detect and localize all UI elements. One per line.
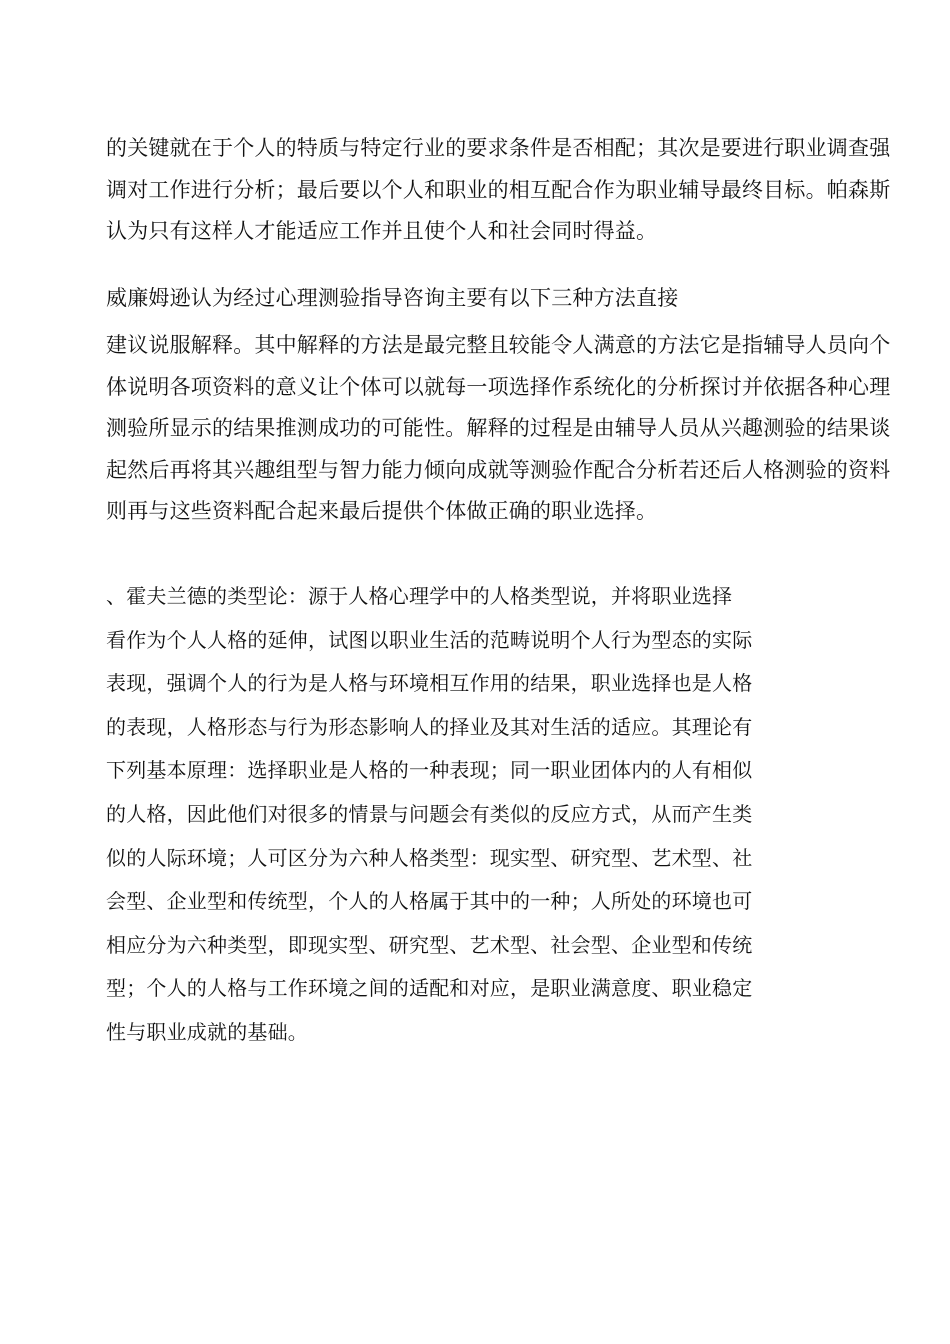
text-line: 则再与这些资料配合起来最后提供个体做正确的职业选择。 <box>106 499 658 523</box>
text-line: 起然后再将其兴趣组型与智力能力倾向成就等测验作配合分析若还后人格测验的资料 <box>106 457 891 482</box>
paragraph-williamson-methods <box>106 325 890 533</box>
text-line: 型；个人的人格与工作环境之间的适配和对应，是职业满意度、职业稳定 <box>106 976 753 1001</box>
text-line: 表现，强调个人的行为是人格与环境相互作用的结果，职业选择也是人格 <box>106 671 753 696</box>
text-line: 认为只有这样人才能适应工作并且使个人和社会同时得益。 <box>106 219 658 243</box>
paragraph-holland-theory <box>106 575 752 1055</box>
text-line: 会型、企业型和传统型，个人的人格属于其中的一种；人所处的环境也可 <box>106 889 753 914</box>
text-line: 体说明各项资料的意义让个体可以就每一项选择作系统化的分析探讨并依据各种心理 <box>106 374 891 399</box>
text-line: 调对工作进行分析；最后要以个人和职业的相互配合作为职业辅导最终目标。帕森斯 <box>106 177 891 202</box>
text-line: 性与职业成就的基础。 <box>106 1019 308 1044</box>
text-line: 下列基本原理：选择职业是人格的一种表现；同一职业团体内的人有相似 <box>106 758 753 783</box>
text-line: 的人格，因此他们对很多的情景与问题会有类似的反应方式，从而产生类 <box>106 801 753 826</box>
text-line: 看作为个人人格的延伸，试图以职业生活的范畴说明个人行为型态的实际 <box>106 627 753 652</box>
text-line: 的表现，人格形态与行为形态影响人的择业及其对生活的适应。其理论有 <box>106 714 753 739</box>
text-line: 测验所显示的结果推测成功的可能性。解释的过程是由辅导人员从兴趣测验的结果谈 <box>106 416 891 440</box>
text-line: 建议说服解释。其中解释的方法是最完整且较能令人满意的方法它是指辅导人员向个 <box>106 333 891 357</box>
paragraph-parsons-conclusion <box>106 128 890 253</box>
text-line: 的关键就在于个人的特质与特定行业的要求条件是否相配；其次是要进行职业调查强 <box>106 136 891 160</box>
text-line: 相应分为六种类型，即现实型、研究型、艺术型、社会型、企业型和传统 <box>106 932 753 957</box>
paragraph-williamson-intro <box>106 278 678 320</box>
text-line: 似的人际环境；人可区分为六种人格类型：现实型、研究型、艺术型、社 <box>106 845 753 870</box>
text-line: 威廉姆逊认为经过心理测验指导咨询主要有以下三种方法直接 <box>106 286 679 310</box>
text-line: 、霍夫兰德的类型论：源于人格心理学中的人格类型说，并将职业选择 <box>106 584 733 608</box>
